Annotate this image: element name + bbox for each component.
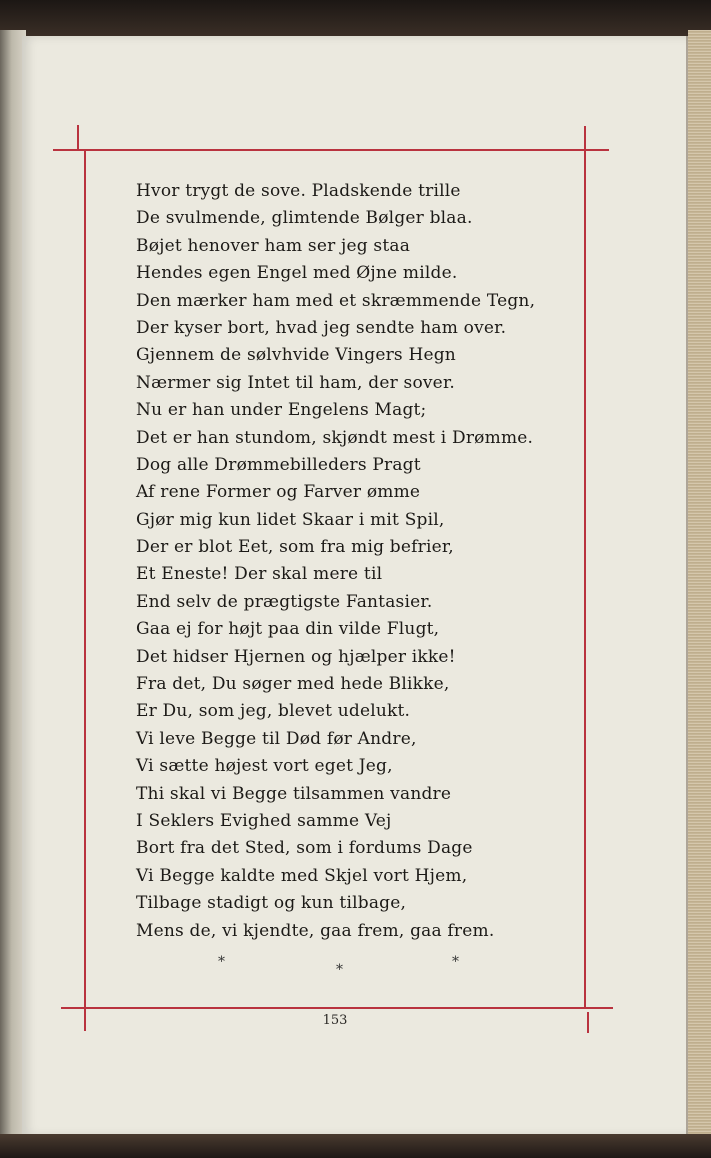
frame-tick-bottom-right <box>587 1012 589 1033</box>
poem-line: I Seklers Evighed samme Vej <box>136 810 392 831</box>
poem-line: Vi sætte højest vort eget Jeg, <box>136 756 393 777</box>
poem-line: Vi Begge kaldte med Skjel vort Hjem, <box>136 865 468 886</box>
poem-line: Mens de, vi kjendte, gaa frem, gaa frem. <box>136 920 495 941</box>
frame-rule-bottom <box>61 1007 613 1009</box>
frame-rule-right <box>584 126 586 1007</box>
poem-line: Thi skal vi Begge tilsammen vandre <box>136 783 452 804</box>
page-number: 153 <box>322 1013 348 1028</box>
poem-line: Det er han stundom, skjøndt mest i Drømme. <box>136 427 534 448</box>
poem-line: Er Du, som jeg, blevet udelukt. <box>136 701 411 722</box>
right-page-stack-edge <box>688 30 711 1138</box>
poem-line: End selv de prægtigste Fantasier. <box>136 591 433 612</box>
poem-line: Hvor trygt de sove. Pladskende trille <box>136 181 461 201</box>
book-bottom-background <box>0 1134 711 1158</box>
asterisk: * <box>218 954 225 970</box>
asterisk: * <box>452 954 459 970</box>
poem-line: Der er blot Eet, som fra mig befrier, <box>136 537 454 558</box>
poem-line: Bort fra det Sted, som i fordums Dage <box>136 838 473 859</box>
poem-line: Nu er han under Engelens Magt; <box>136 400 427 421</box>
poem-line: Vi leve Begge til Død før Andre, <box>136 728 417 749</box>
frame-tick-top-left <box>77 125 79 149</box>
poem-line: Hendes egen Engel med Øjne milde. <box>136 263 458 284</box>
poem-line: Der kyser bort, hvad jeg sendte ham over. <box>136 317 507 338</box>
poem-text <box>136 178 576 958</box>
frame-rule-left <box>84 151 86 1031</box>
poem-line: Fra det, Du søger med hede Blikke, <box>136 674 450 695</box>
poem-line: Gjør mig kun lidet Skaar i mit Spil, <box>136 509 445 530</box>
poem-line: Nærmer sig Intet til ham, der sover. <box>136 372 456 393</box>
poem-line: Dog alle Drømmebilleders Pragt <box>136 454 421 475</box>
poem-line: Den mærker ham med et skræmmende Tegn, <box>136 290 536 311</box>
book-top-background <box>0 0 711 36</box>
poem-line: Det hidser Hjernen og hjælper ikke! <box>136 646 456 667</box>
poem-line: Bøjet henover ham ser jeg staa <box>136 235 411 256</box>
poem-line: Af rene Former og Farver ømme <box>136 482 421 503</box>
asterisk: * <box>336 962 343 978</box>
frame-rule-top <box>53 149 609 151</box>
section-break-asterisks <box>200 952 480 976</box>
poem-line: Gjennem de sølvhvide Vingers Hegn <box>136 345 456 366</box>
poem-line: Tilbage stadigt og kun tilbage, <box>136 893 407 914</box>
poem-line: Et Eneste! Der skal mere til <box>136 564 383 585</box>
poem-line: Gaa ej for højt paa din vilde Flugt, <box>136 619 440 640</box>
poem-line: De svulmende, glimtende Bølger blaa. <box>136 208 473 229</box>
